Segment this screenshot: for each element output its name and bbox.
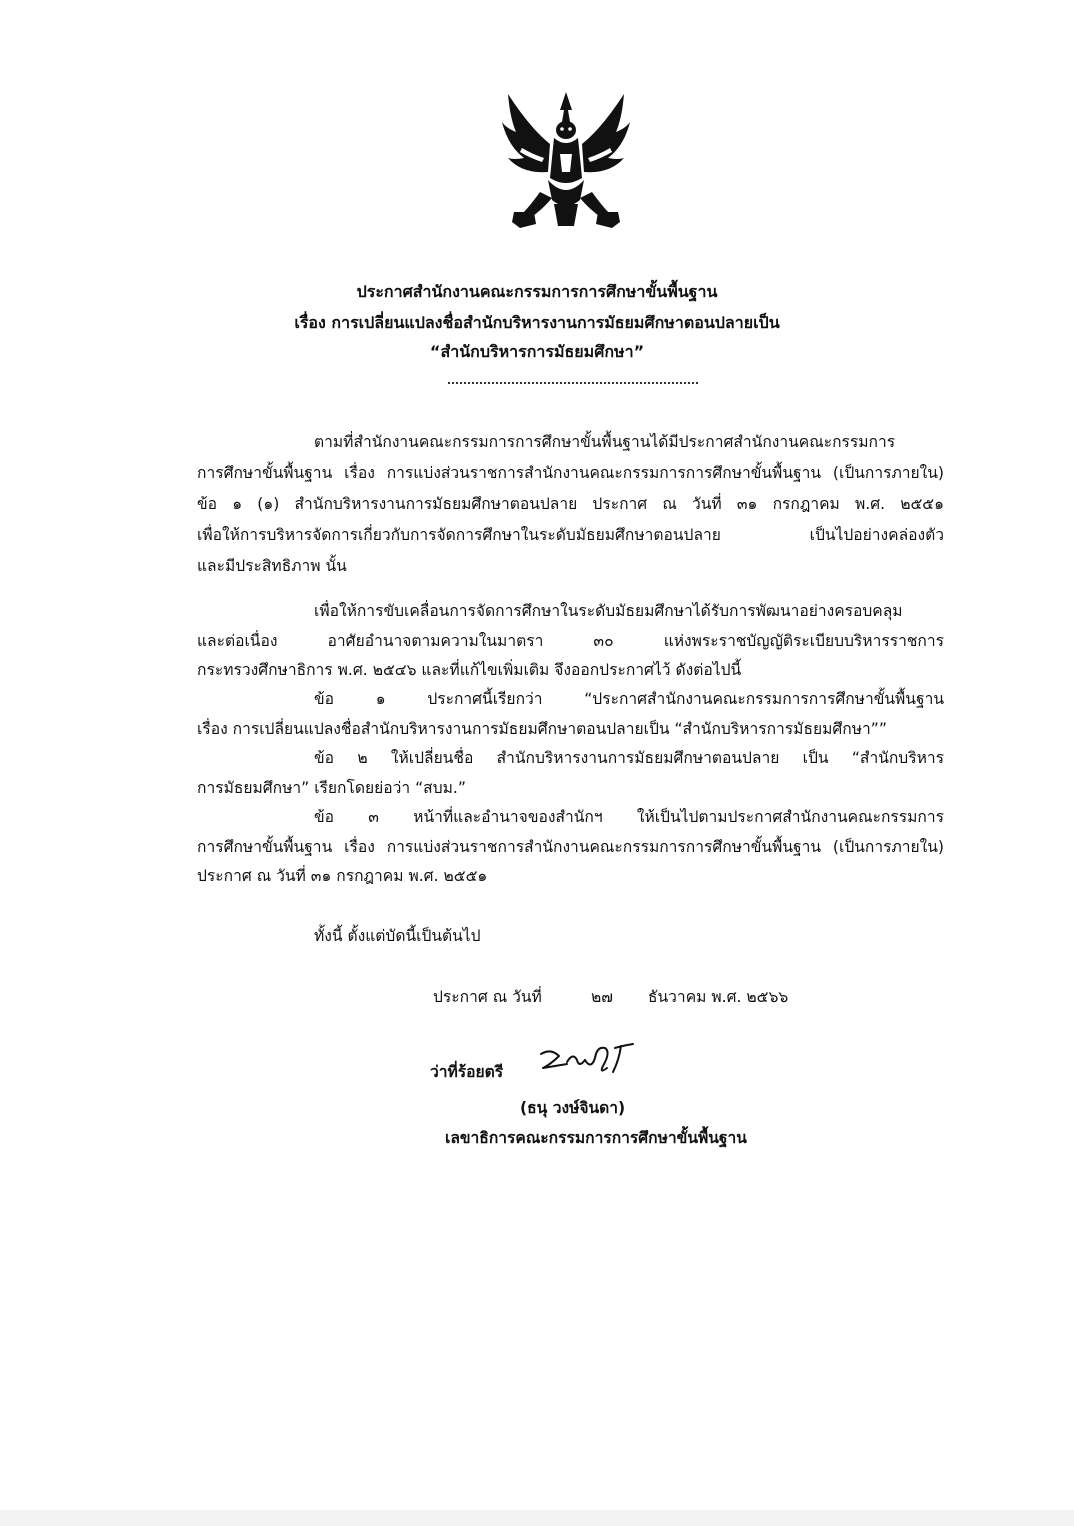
- date-day: ๒๗: [591, 988, 614, 1006]
- clause-1-line-2: เรื่อง การเปลี่ยนแปลงชื่อสำนักบริหารงานการมัธยมศึกษาตอนปลายเป็น “สำนักบริหารการมัธยมศึกษา””: [197, 720, 887, 738]
- date-prefix: ประกาศ ณ วันที่: [433, 988, 542, 1006]
- clause-3-line-1: ข้อ ๓ หน้าที่และอำนาจของสำนักฯ ให้เป็นไปตามประกาศสำนักงานคณะกรรมการ: [314, 808, 944, 826]
- clause-2-line-1: ข้อ ๒ ให้เปลี่ยนชื่อ สำนักบริหารงานการมัธยมศึกษาตอนปลาย เป็น “สำนักบริหาร: [314, 749, 944, 767]
- heading-line-2: เรื่อง การเปลี่ยนแปลงชื่อสำนักบริหารงานการมัธยมศึกษาตอนปลายเป็น: [294, 313, 780, 332]
- page-bottom-edge: [0, 1510, 1074, 1526]
- garuda-emblem-icon: [500, 88, 632, 234]
- effective-statement: ทั้งนี้ ตั้งแต่บัดนี้เป็นต้นไป: [314, 927, 481, 945]
- paragraph-2-line-2: และต่อเนื่อง อาศัยอำนาจตามความในมาตรา ๓๐ แห่งพระราชบัญญัติระเบียบบริหารราชการ: [197, 632, 944, 650]
- handwritten-signature-icon: [537, 1042, 647, 1082]
- signatory-name: (ธนุ วงษ์จินดา): [520, 1099, 626, 1117]
- clause-3-line-2: การศึกษาขั้นพื้นฐาน เรื่อง การแบ่งส่วนราชการสำนักงานคณะกรรมการการศึกษาขั้นพื้นฐาน (เป็นการภายใน): [197, 838, 944, 856]
- clause-2-line-2: การมัธยมศึกษา” เรียกโดยย่อว่า “สบม.”: [197, 779, 466, 797]
- heading-line-3: “สำนักบริหารการมัธยมศึกษา”: [429, 342, 645, 361]
- clause-3-line-3: ประกาศ ณ วันที่ ๓๑ กรกฎาคม พ.ศ. ๒๕๕๑: [197, 867, 488, 885]
- date-month-year: ธันวาคม พ.ศ. ๒๕๖๖: [648, 988, 789, 1006]
- paragraph-1-line-4: เพื่อให้การบริหารจัดการเกี่ยวกับการจัดการศึกษาในระดับมัธยมศึกษาตอนปลาย เป็นไปอย่างคล่องตัว: [197, 526, 944, 544]
- signatory-position: เลขาธิการคณะกรรมการการศึกษาขั้นพื้นฐาน: [445, 1129, 747, 1147]
- clause-1-line-1: ข้อ ๑ ประกาศนี้เรียกว่า “ประกาศสำนักงานคณะกรรมการการศึกษาขั้นพื้นฐาน: [314, 690, 944, 708]
- signatory-rank: ว่าที่ร้อยตรี: [430, 1063, 504, 1081]
- paragraph-1-line-5: และมีประสิทธิภาพ นั้น: [197, 557, 347, 575]
- paragraph-1-line-1: ตามที่สำนักงานคณะกรรมการการศึกษาขั้นพื้นฐานได้มีประกาศสำนักงานคณะกรรมการ: [314, 433, 896, 451]
- separator-dotted-line: [448, 378, 698, 384]
- paragraph-1-line-2: การศึกษาขั้นพื้นฐาน เรื่อง การแบ่งส่วนราชการสำนักงานคณะกรรมการการศึกษาขั้นพื้นฐาน (เป็นการภายใน): [197, 464, 944, 482]
- paragraph-1-line-3: ข้อ ๑ (๑) สำนักบริหารงานการมัธยมศึกษาตอนปลาย ประกาศ ณ วันที่ ๓๑ กรกฎาคม พ.ศ. ๒๕๕๑: [197, 495, 944, 513]
- paragraph-2-line-1: เพื่อให้การขับเคลื่อนการจัดการศึกษาในระดับมัธยมศึกษาได้รับการพัฒนาอย่างครอบคลุม: [314, 602, 903, 620]
- heading-line-1: ประกาศสำนักงานคณะกรรมการการศึกษาขั้นพื้นฐาน: [356, 282, 718, 301]
- paragraph-2-line-3: กระทรวงศึกษาธิการ พ.ศ. ๒๕๔๖ และที่แก้ไขเพิ่มเติม จึงออกประกาศไว้ ดังต่อไปนี้: [197, 661, 742, 679]
